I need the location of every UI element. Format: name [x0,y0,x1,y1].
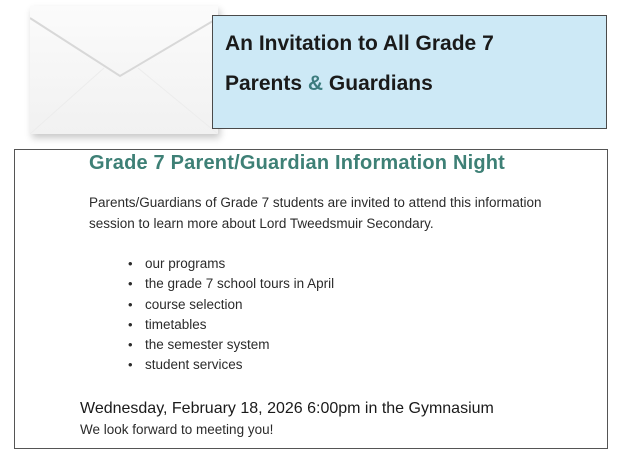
banner-title-line-1: An Invitation to All Grade 7 [225,32,494,55]
list-item [125,254,334,274]
bullet-icon: • [128,316,133,332]
list-item-text: student services [145,357,243,373]
list-item-text: timetables [145,316,207,332]
topic-list [125,254,334,376]
invitation-banner [212,15,607,129]
page-title: Grade 7 Parent/Guardian Information Night [89,152,506,174]
intro-paragraph: Parents/Guardians of Grade 7 students are invited to attend this information session to learn more about Lord Tweedsmuir Secondary. [89,195,542,231]
event-date: Wednesday, February 18, 2026 6:00pm in the Gymnasium [80,400,494,417]
list-item [125,355,334,375]
bullet-icon: • [128,296,133,312]
list-item [125,295,334,315]
list-item-text: course selection [145,296,243,312]
bullet-icon: • [128,256,133,271]
envelope-flap-graphic [30,6,218,134]
bullet-icon: • [128,276,133,292]
envelope-icon [30,6,218,134]
closing-message: We look forward to meeting you! [80,422,274,437]
list-item-text: the semester system [145,337,270,353]
banner-guardians-text: Guardians [328,72,433,95]
bullet-icon: • [128,357,133,373]
banner-title-line-2 [225,64,594,104]
list-item [125,315,334,335]
list-item [125,274,334,294]
banner-ampersand: & [307,72,324,95]
information-night-card [14,149,608,449]
banner-parents-text: Parents [225,72,303,95]
list-item-text: the grade 7 school tours in April [145,276,335,292]
list-item-text: our programs [145,256,226,271]
list-item [125,335,334,355]
bullet-icon: • [128,337,133,353]
